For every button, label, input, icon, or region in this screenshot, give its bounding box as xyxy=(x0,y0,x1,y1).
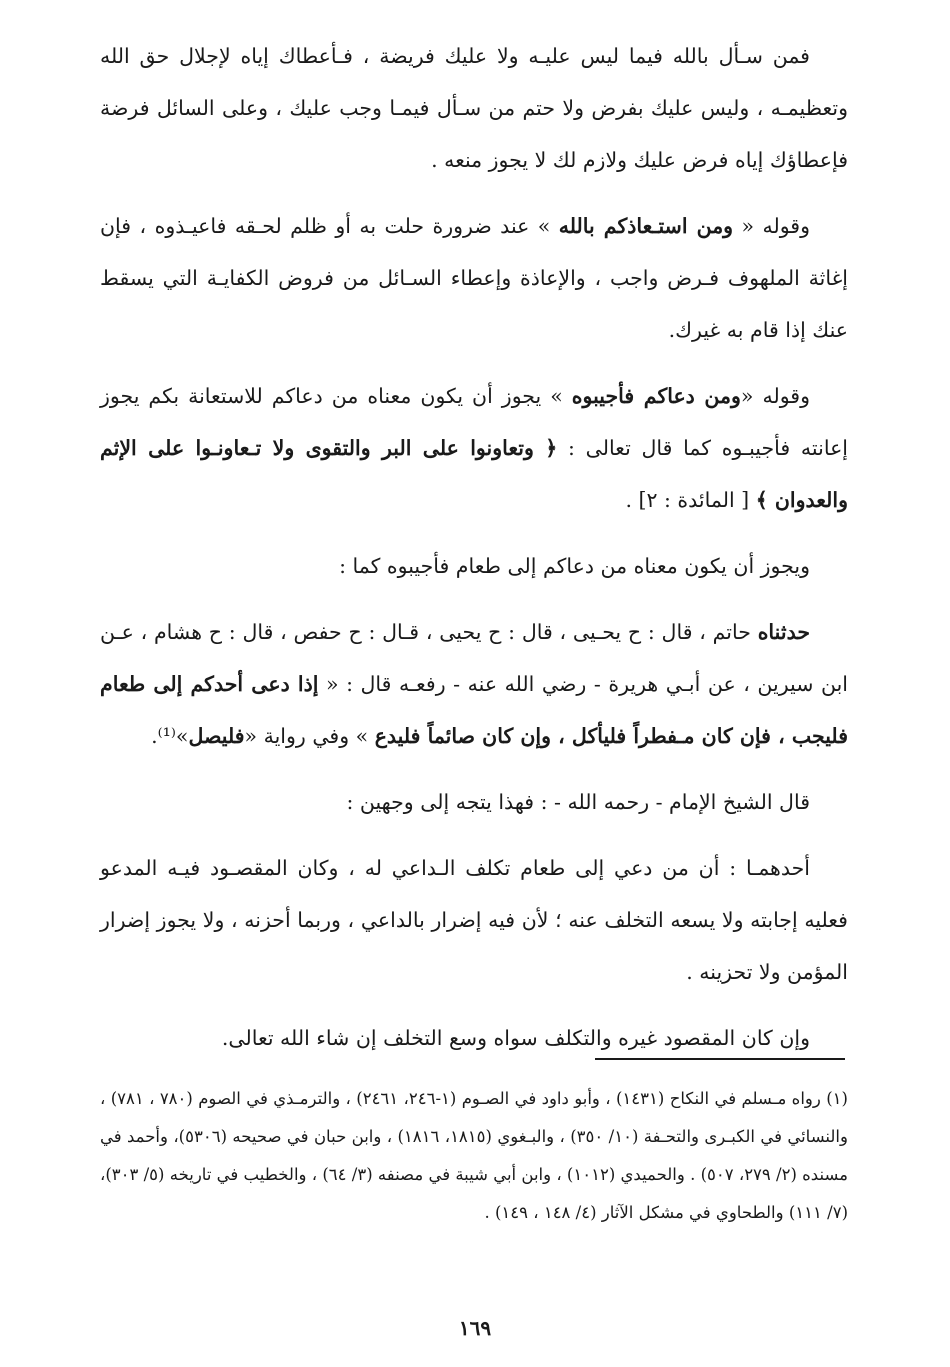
footnote-divider xyxy=(595,1058,845,1060)
body-text: فمن سـأل بالله فيما ليس عليـه ولا عليك فريضة ، فـأعطاك إياه لإجلال حق الله وتعظيمـه ، وليس عليك بفرض ولا حتم من سـأل فيمـا وجب عليك ، وعلى السائل فرضة فإعطاؤك إياه فرض عليك ولازم لك لا يجوز منعه . xyxy=(100,44,848,172)
page-number: ١٦٩ xyxy=(458,1316,492,1340)
emphasized-text: ومن استـعاذكم بالله xyxy=(558,214,734,238)
body-text: » يجوز أن يكون معناه من دعاكم للاستعانة بكم يجوز إعانته فأجيبـوه كما قال تعالى : xyxy=(100,384,848,460)
body-text: أحدهمـا : أن من دعي إلى طعام تكلف الـداعي له ، وكان المقصـود فيـه المدعو فعليه إجابته ولا يسعه التخلف عنه ؛ لأن فيه إضرار بالداعي ، وربما أحزنه ، ولا يجوز إضرار المؤمن ولا تحزينه . xyxy=(100,856,848,984)
emphasized-text: فليصل xyxy=(188,724,245,748)
body-text: حاتم ، قال : ح يحـيى ، قال : ح يحيى ، قـال : ح حفص ، قال : ح هشام ، عـن ابن سيرين ، عن أبـي هريرة - رضي الله عنه - رفعـه قال : « xyxy=(100,620,848,696)
paragraph-2 xyxy=(100,200,848,356)
paragraph-6 xyxy=(100,776,848,828)
emphasized-text: ﴿ وتعاونوا على البر والتقوى ولا تـعاونـوا على الإثم والعدوان ﴾ xyxy=(100,436,848,512)
body-text: وقوله « xyxy=(733,214,811,238)
body-text: وإن كان المقصود غيره والتكلف سواه وسع التخلف إن شاء الله تعالى. xyxy=(221,1026,810,1050)
body-text: » وفي رواية « xyxy=(244,724,375,748)
page-body xyxy=(100,30,848,1078)
paragraph-8 xyxy=(100,1012,848,1064)
body-text: » عند ضرورة حلت به أو ظلم لحـقه فاعيـذوه ، فإن إغاثة الملهوف فـرض واجب ، والإعاذة وإعطاء السـائل من فروض الكفايـة التي يسقط عنك إذا قام به غيرك. xyxy=(100,214,848,342)
footnote: (١) رواه مـسلم في النكاح (١٤٣١) ، وأبو داود في الصـوم (١-٢٤٦، ٢٤٦١) ، والترمـذي في الصوم (٧٨٠ ، ٧٨١) ، والنسائي في الكبـرى والتحـفة (١٠/ ٣٥٠) ، والبـغوي (١٨١٥، ١٨١٦) ، وابن حبان في صحيحه (٥٣٠٦)، وأحمد في مسنده (٢/ ٢٧٩، ٥٠٧) . والحميدي (١٠١٢) ، وابن أبي شيبة في مصنفه (٣/ ٦٤) ، والخطيب في تاريخه (٥/ ٣٠٣)، (٧/ ١١١) والطحاوي في مشكل الآثار (٤/ ١٤٨ ، ١٤٩) . xyxy=(100,1089,848,1222)
paragraph-4 xyxy=(100,540,848,592)
body-text: ويجوز أن يكون معناه من دعاكم إلى طعام فأجيبوه كما : xyxy=(339,554,810,578)
emphasized-text: حدثناه xyxy=(757,620,810,644)
body-text: وقوله « xyxy=(740,384,810,408)
paragraph-3 xyxy=(100,370,848,526)
emphasized-text: ومن دعاكم فأجيبوه xyxy=(571,384,741,408)
body-text: [ المائدة : ٢] . xyxy=(625,488,756,512)
paragraph-7 xyxy=(100,842,848,998)
paragraph-1 xyxy=(100,30,848,186)
body-text: قال الشيخ الإمام - رحمه الله - : فهذا يتجه إلى وجهين : xyxy=(346,790,810,814)
body-text: »⁽¹⁾. xyxy=(151,724,189,748)
emphasized-text: إذا دعى أحدكم إلى طعام فليجب ، فإن كان مـفطراً فليأكل ، وإن كان صائماً فليدع xyxy=(100,672,848,748)
paragraph-5 xyxy=(100,606,848,762)
